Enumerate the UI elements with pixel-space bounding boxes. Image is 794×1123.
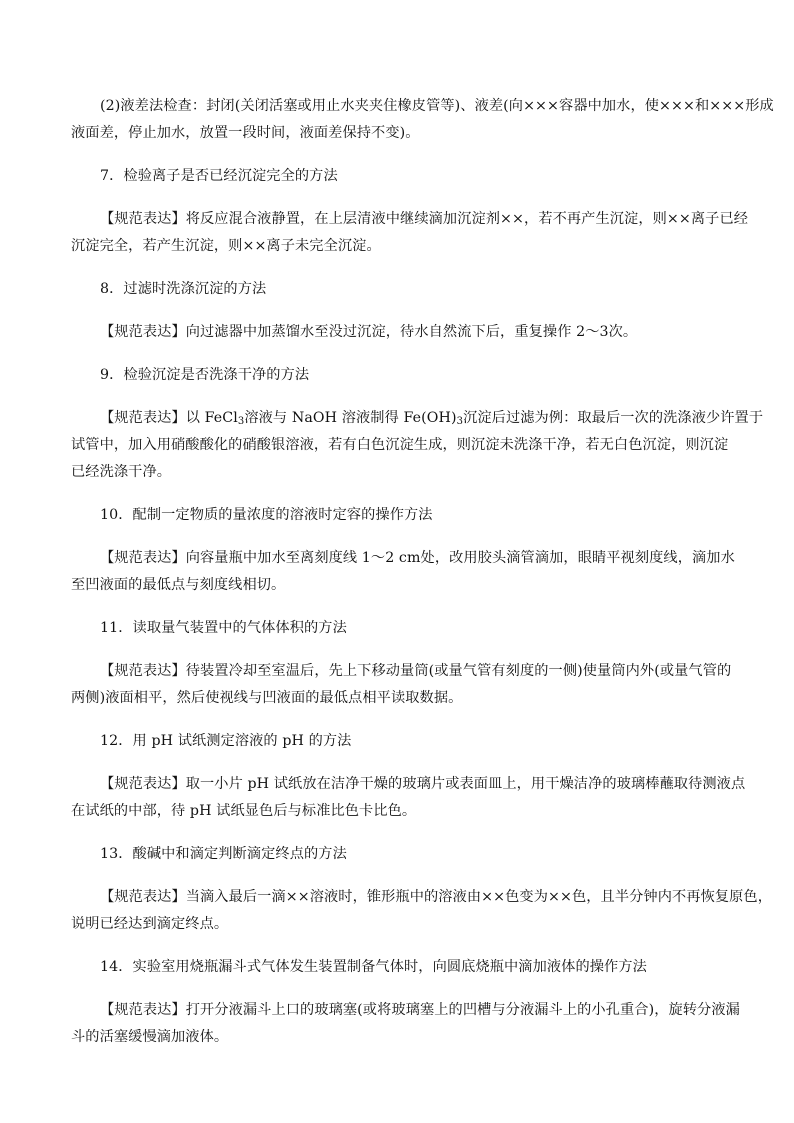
- section-heading-12: [71, 728, 733, 755]
- paragraph-12: [71, 771, 746, 825]
- heading-text: 14．实验室用烧瓶漏斗式气体发生装置制备气体时，向圆底烧瓶中滴加液体的操作方法: [100, 959, 647, 975]
- text-line: 斗的活塞缓慢滴加液体。: [71, 1029, 229, 1045]
- text-line: 说明已经达到滴定终点。: [71, 916, 229, 932]
- text-segment: 溶液与 NaOH 溶液制得 Fe(OH): [244, 410, 457, 426]
- subscript-3: 3: [237, 416, 245, 427]
- text-line: (2)液差法检查：封闭(关闭活塞或用止水夹夹住橡皮管等)、液差(向×××容器中加水，使×××和×××形成: [100, 98, 774, 114]
- heading-text: 13．酸碱中和滴定判断滴定终点的方法: [100, 846, 347, 862]
- heading-text: 7．检验离子是否已经沉淀完全的方法: [100, 168, 338, 184]
- section-heading-8: [71, 276, 733, 303]
- heading-text: 12．用 pH 试纸测定溶液的 pH 的方法: [100, 733, 352, 749]
- section-heading-14: [71, 954, 733, 981]
- section-heading-7: [71, 163, 733, 190]
- section-heading-9: [71, 362, 733, 389]
- heading-text: 11．读取量气装置中的气体体积的方法: [100, 620, 347, 636]
- paragraph-liquid-difference-check: [71, 93, 774, 147]
- text-line: 【规范表达】向过滤器中加蒸馏水至没过沉淀，待水自然流下后，重复操作 2～3次。: [100, 324, 638, 340]
- paragraph-10: [71, 545, 733, 599]
- text-line: 【规范表达】向容量瓶中加水至离刻度线 1～2 cm处，改用胶头滴管滴加，眼睛平视刻度线，滴加水: [100, 550, 735, 566]
- subscript-3: 3: [456, 416, 464, 427]
- text-line: 【规范表达】取一小片 pH 试纸放在洁净干燥的玻璃片或表面皿上，用干燥洁净的玻璃棒蘸取待测液点: [100, 776, 746, 792]
- text-line: 【规范表达】当滴入最后一滴××溶液时，锥形瓶中的溶液由××色变为××色，且半分钟内不再恢复原色，: [100, 889, 773, 905]
- section-heading-13: [71, 841, 733, 868]
- heading-text: 10．配制一定物质的量浓度的溶液时定容的操作方法: [100, 507, 433, 523]
- text-line: 【规范表达】将反应混合液静置，在上层清液中继续滴加沉淀剂××，若不再产生沉淀，则××离子已经: [100, 211, 749, 227]
- paragraph-13: [71, 884, 773, 938]
- text-line: 沉淀完全，若产生沉淀，则××离子未完全沉淀。: [71, 238, 381, 254]
- paragraph-14: [71, 997, 740, 1051]
- text-line: 至凹液面的最低点与刻度线相切。: [71, 577, 286, 593]
- text-line: 液面差，停止加水，放置一段时间，液面差保持不变)。: [71, 125, 420, 141]
- text-line: 【规范表达】待装置冷却至室温后，先上下移动量筒(或量气管有刻度的一侧)使量筒内外(或量气管的: [100, 663, 732, 679]
- text-line: 试管中，加入用硝酸酸化的硝酸银溶液，若有白色沉淀生成，则沉淀未洗涤干净，若无白色沉淀，则沉淀: [71, 437, 729, 453]
- text-line: 在试纸的中部，待 pH 试纸显色后与标准比色卡比色。: [71, 803, 417, 819]
- text-line: [71, 405, 764, 432]
- text-segment: 【规范表达】以 FeCl: [100, 410, 238, 426]
- text-line: 已经洗涤干净。: [71, 464, 172, 480]
- text-segment: 沉淀后过滤为例：取最后一次的洗涤液少许置于: [463, 410, 764, 426]
- text-line: 两侧)液面相平，然后使视线与凹液面的最低点相平读取数据。: [71, 690, 463, 706]
- paragraph-9: [71, 405, 764, 486]
- paragraph-8: [71, 319, 733, 346]
- paragraph-11: [71, 658, 733, 712]
- paragraph-7: [71, 206, 749, 260]
- document-page: [71, 93, 774, 1051]
- section-heading-11: [71, 615, 733, 642]
- section-heading-10: [71, 502, 733, 529]
- heading-text: 8．过滤时洗涤沉淀的方法: [100, 281, 267, 297]
- text-line: 【规范表达】打开分液漏斗上口的玻璃塞(或将玻璃塞上的凹槽与分液漏斗上的小孔重合)，旋转分液漏: [100, 1002, 740, 1018]
- heading-text: 9．检验沉淀是否洗涤干净的方法: [100, 367, 310, 383]
